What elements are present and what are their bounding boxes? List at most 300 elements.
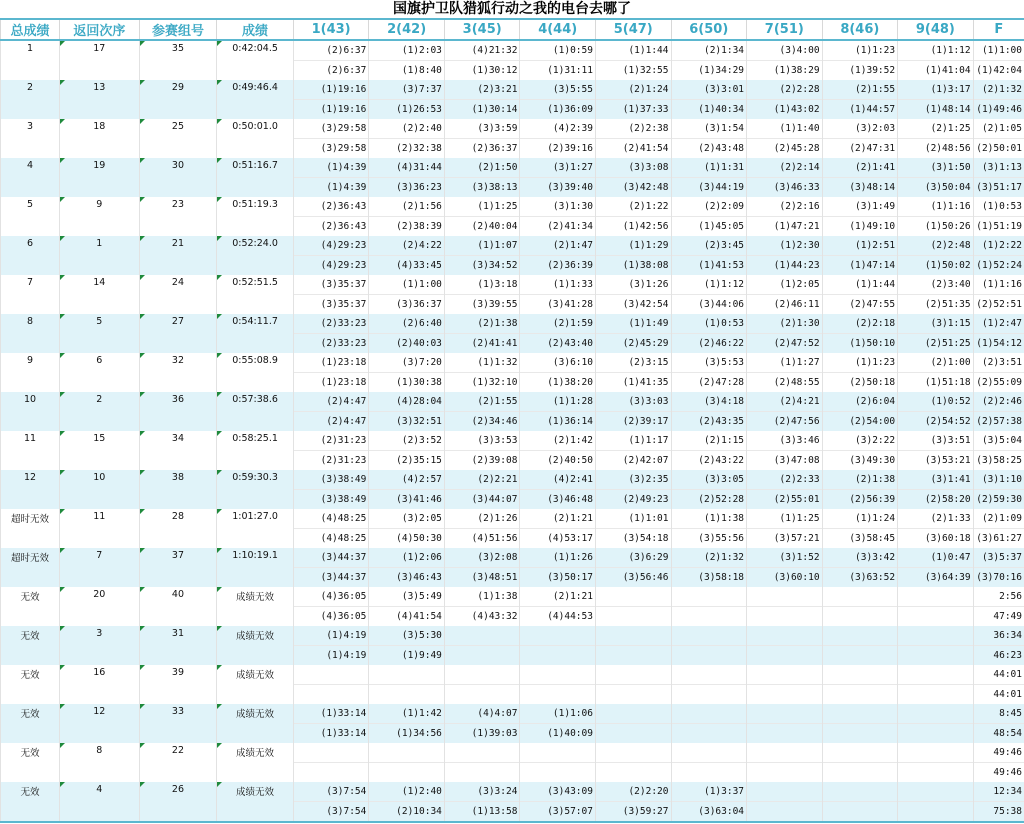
split-time-cell[interactable]: (2)2:46 (973, 392, 1024, 412)
split-time-cell[interactable]: (1)1:44 (595, 40, 671, 61)
cumulative-time-cell[interactable] (595, 763, 671, 783)
cumulative-time-cell[interactable]: (3)61:27 (973, 529, 1024, 549)
cumulative-time-cell[interactable] (747, 802, 823, 823)
cumulative-time-cell[interactable]: (4)53:17 (520, 529, 596, 549)
split-time-cell[interactable]: (1)4:39 (293, 158, 369, 178)
cumulative-time-cell[interactable] (444, 646, 520, 666)
return-order-cell[interactable]: 15 (59, 431, 139, 470)
cumulative-time-cell[interactable]: (1)50:26 (898, 217, 974, 237)
split-time-cell[interactable]: (1)1:07 (444, 236, 520, 256)
split-time-cell[interactable]: (1)1:12 (898, 40, 974, 61)
cumulative-time-cell[interactable]: (1)36:09 (520, 100, 596, 120)
cumulative-time-cell[interactable]: (1)37:33 (595, 100, 671, 120)
cumulative-time-cell[interactable]: (1)38:08 (595, 256, 671, 276)
split-time-cell[interactable] (369, 665, 445, 685)
cumulative-time-cell[interactable]: (3)38:49 (293, 490, 369, 510)
split-time-cell[interactable]: (2)3:21 (444, 80, 520, 100)
cumulative-time-cell[interactable]: (2)39:16 (520, 139, 596, 159)
cumulative-time-cell[interactable]: (2)52:51 (973, 295, 1024, 315)
cumulative-time-cell[interactable]: (3)44:06 (671, 295, 747, 315)
cumulative-time-cell[interactable]: (1)49:46 (973, 100, 1024, 120)
split-time-cell[interactable]: (3)7:54 (293, 782, 369, 802)
cumulative-time-cell[interactable]: (4)51:56 (444, 529, 520, 549)
cumulative-time-cell[interactable]: (2)47:56 (747, 412, 823, 432)
cumulative-time-cell[interactable]: (3)50:17 (520, 568, 596, 588)
cumulative-time-cell[interactable]: (1)23:18 (293, 373, 369, 393)
cumulative-time-cell[interactable]: (2)49:23 (595, 490, 671, 510)
split-time-cell[interactable]: (3)1:41 (898, 470, 974, 490)
split-time-cell[interactable]: (1)1:24 (822, 509, 898, 529)
cumulative-time-cell[interactable]: (2)55:09 (973, 373, 1024, 393)
result-cell[interactable]: 0:54:11.7 (217, 314, 294, 353)
cumulative-time-cell[interactable] (822, 646, 898, 666)
split-time-cell[interactable]: (3)2:08 (444, 548, 520, 568)
cumulative-time-cell[interactable]: (2)57:38 (973, 412, 1024, 432)
column-header[interactable]: F (973, 19, 1024, 40)
cumulative-time-cell[interactable] (595, 724, 671, 744)
cumulative-time-cell[interactable]: (4)33:45 (369, 256, 445, 276)
return-order-cell[interactable]: 2 (59, 392, 139, 431)
split-time-cell[interactable]: (3)3:03 (595, 392, 671, 412)
return-order-cell[interactable]: 17 (59, 40, 139, 80)
split-time-cell[interactable]: (3)38:49 (293, 470, 369, 490)
split-time-cell[interactable]: (2)2:38 (595, 119, 671, 139)
cumulative-time-cell[interactable]: (1)49:10 (822, 217, 898, 237)
split-time-cell[interactable] (898, 782, 974, 802)
split-time-cell[interactable]: (2)1:38 (444, 314, 520, 334)
rank-cell[interactable]: 无效 (1, 626, 60, 665)
group-cell[interactable]: 39 (139, 665, 217, 704)
cumulative-time-cell[interactable]: (1)19:16 (293, 100, 369, 120)
column-header[interactable]: 5(47) (595, 19, 671, 40)
split-time-cell[interactable]: (3)44:37 (293, 548, 369, 568)
cumulative-time-cell[interactable]: 47:49 (973, 607, 1024, 627)
group-cell[interactable]: 23 (139, 197, 217, 236)
cumulative-time-cell[interactable] (747, 607, 823, 627)
cumulative-time-cell[interactable]: (2)50:01 (973, 139, 1024, 159)
group-cell[interactable]: 38 (139, 470, 217, 509)
cumulative-time-cell[interactable]: (2)51:35 (898, 295, 974, 315)
split-time-cell[interactable]: (2)2:33 (747, 470, 823, 490)
split-time-cell[interactable] (822, 626, 898, 646)
split-time-cell[interactable]: (3)3:59 (444, 119, 520, 139)
split-time-cell[interactable] (595, 743, 671, 763)
rank-cell[interactable]: 4 (1, 158, 60, 197)
cumulative-time-cell[interactable] (671, 646, 747, 666)
cumulative-time-cell[interactable]: (3)34:52 (444, 256, 520, 276)
split-time-cell[interactable]: (3)5:37 (973, 548, 1024, 568)
cumulative-time-cell[interactable]: (1)13:58 (444, 802, 520, 823)
cumulative-time-cell[interactable] (822, 724, 898, 744)
result-cell[interactable]: 0:58:25.1 (217, 431, 294, 470)
split-time-cell[interactable]: (1)3:18 (444, 275, 520, 295)
cumulative-time-cell[interactable] (822, 607, 898, 627)
split-time-cell[interactable]: (2)1:56 (369, 197, 445, 217)
cumulative-time-cell[interactable]: (3)58:45 (822, 529, 898, 549)
split-time-cell[interactable]: (1)1:32 (444, 353, 520, 373)
split-time-cell[interactable]: (4)2:41 (520, 470, 596, 490)
cumulative-time-cell[interactable]: (1)51:18 (898, 373, 974, 393)
cumulative-time-cell[interactable]: (2)10:34 (369, 802, 445, 823)
cumulative-time-cell[interactable] (898, 607, 974, 627)
rank-cell[interactable]: 无效 (1, 743, 60, 782)
rank-cell[interactable]: 2 (1, 80, 60, 119)
group-cell[interactable]: 22 (139, 743, 217, 782)
cumulative-time-cell[interactable]: (3)60:10 (747, 568, 823, 588)
split-time-cell[interactable]: (2)1:05 (973, 119, 1024, 139)
cumulative-time-cell[interactable]: (2)47:55 (822, 295, 898, 315)
cumulative-time-cell[interactable]: (2)41:34 (520, 217, 596, 237)
split-time-cell[interactable]: (1)1:27 (747, 353, 823, 373)
column-header[interactable]: 3(45) (444, 19, 520, 40)
group-cell[interactable]: 35 (139, 40, 217, 80)
cumulative-time-cell[interactable]: (1)43:02 (747, 100, 823, 120)
cumulative-time-cell[interactable]: (1)9:49 (369, 646, 445, 666)
split-time-cell[interactable]: (3)7:37 (369, 80, 445, 100)
split-time-cell[interactable] (444, 665, 520, 685)
group-cell[interactable]: 27 (139, 314, 217, 353)
split-time-cell[interactable]: (3)3:01 (671, 80, 747, 100)
rank-cell[interactable]: 无效 (1, 704, 60, 743)
split-time-cell[interactable]: (4)31:44 (369, 158, 445, 178)
split-time-cell[interactable]: (2)2:21 (444, 470, 520, 490)
cumulative-time-cell[interactable]: (2)43:22 (671, 451, 747, 471)
result-cell[interactable]: 1:01:27.0 (217, 509, 294, 548)
cumulative-time-cell[interactable]: (1)41:04 (898, 61, 974, 81)
return-order-cell[interactable]: 8 (59, 743, 139, 782)
split-time-cell[interactable]: (3)3:24 (444, 782, 520, 802)
split-time-cell[interactable]: (1)1:33 (520, 275, 596, 295)
split-time-cell[interactable]: (2)1:38 (822, 470, 898, 490)
cumulative-time-cell[interactable] (444, 763, 520, 783)
split-time-cell[interactable]: (2)3:51 (973, 353, 1024, 373)
cumulative-time-cell[interactable] (898, 763, 974, 783)
split-time-cell[interactable]: (2)1:32 (671, 548, 747, 568)
split-time-cell[interactable]: (2)1:32 (973, 80, 1024, 100)
split-time-cell[interactable]: (3)6:10 (520, 353, 596, 373)
result-cell[interactable]: 0:42:04.5 (217, 40, 294, 80)
split-time-cell[interactable]: (1)1:12 (671, 275, 747, 295)
cumulative-time-cell[interactable]: (2)34:46 (444, 412, 520, 432)
split-time-cell[interactable]: (3)3:42 (822, 548, 898, 568)
group-cell[interactable]: 30 (139, 158, 217, 197)
cumulative-time-cell[interactable] (898, 802, 974, 823)
cumulative-time-cell[interactable]: (3)35:37 (293, 295, 369, 315)
rank-cell[interactable]: 1 (1, 40, 60, 80)
cumulative-time-cell[interactable]: (4)41:54 (369, 607, 445, 627)
split-time-cell[interactable]: 36:34 (973, 626, 1024, 646)
split-time-cell[interactable]: (1)4:19 (293, 626, 369, 646)
result-cell[interactable]: 0:59:30.3 (217, 470, 294, 509)
split-time-cell[interactable]: (2)1:15 (671, 431, 747, 451)
split-time-cell[interactable]: (1)3:37 (671, 782, 747, 802)
split-time-cell[interactable]: 12:34 (973, 782, 1024, 802)
cumulative-time-cell[interactable]: (1)44:23 (747, 256, 823, 276)
group-cell[interactable]: 25 (139, 119, 217, 158)
cumulative-time-cell[interactable]: (3)70:16 (973, 568, 1024, 588)
split-time-cell[interactable]: (2)1:50 (444, 158, 520, 178)
column-header[interactable]: 返回次序 (59, 19, 139, 40)
result-cell[interactable]: 0:52:24.0 (217, 236, 294, 275)
return-order-cell[interactable]: 20 (59, 587, 139, 626)
split-time-cell[interactable]: (2)3:15 (595, 353, 671, 373)
cumulative-time-cell[interactable] (293, 763, 369, 783)
split-time-cell[interactable]: (3)29:58 (293, 119, 369, 139)
split-time-cell[interactable] (444, 743, 520, 763)
split-time-cell[interactable]: (1)1:06 (520, 704, 596, 724)
result-cell[interactable]: 成绩无效 (217, 782, 294, 822)
cumulative-time-cell[interactable]: (3)54:18 (595, 529, 671, 549)
rank-cell[interactable]: 12 (1, 470, 60, 509)
split-time-cell[interactable]: (2)1:21 (520, 587, 596, 607)
split-time-cell[interactable] (520, 626, 596, 646)
cumulative-time-cell[interactable]: (2)45:28 (747, 139, 823, 159)
cumulative-time-cell[interactable]: (2)45:29 (595, 334, 671, 354)
split-time-cell[interactable]: (1)2:03 (369, 40, 445, 61)
cumulative-time-cell[interactable] (595, 646, 671, 666)
split-time-cell[interactable]: (4)36:05 (293, 587, 369, 607)
cumulative-time-cell[interactable]: (1)39:03 (444, 724, 520, 744)
cumulative-time-cell[interactable]: (1)4:19 (293, 646, 369, 666)
split-time-cell[interactable]: (3)6:29 (595, 548, 671, 568)
split-time-cell[interactable] (822, 587, 898, 607)
split-time-cell[interactable]: (2)2:18 (822, 314, 898, 334)
split-time-cell[interactable]: (1)33:14 (293, 704, 369, 724)
split-time-cell[interactable]: (2)2:09 (671, 197, 747, 217)
split-time-cell[interactable]: (2)3:52 (369, 431, 445, 451)
result-cell[interactable]: 成绩无效 (217, 626, 294, 665)
split-time-cell[interactable]: (3)5:30 (369, 626, 445, 646)
group-cell[interactable]: 33 (139, 704, 217, 743)
rank-cell[interactable]: 无效 (1, 587, 60, 626)
rank-cell[interactable]: 10 (1, 392, 60, 431)
split-time-cell[interactable] (747, 782, 823, 802)
split-time-cell[interactable]: (3)1:54 (671, 119, 747, 139)
split-time-cell[interactable]: (2)1:00 (898, 353, 974, 373)
column-header[interactable]: 9(48) (898, 19, 974, 40)
return-order-cell[interactable]: 19 (59, 158, 139, 197)
cumulative-time-cell[interactable]: (1)38:20 (520, 373, 596, 393)
split-time-cell[interactable]: (2)1:55 (444, 392, 520, 412)
split-time-cell[interactable]: (4)48:25 (293, 509, 369, 529)
result-cell[interactable]: 0:52:51.5 (217, 275, 294, 314)
split-time-cell[interactable]: (2)3:45 (671, 236, 747, 256)
split-time-cell[interactable] (671, 665, 747, 685)
split-time-cell[interactable]: (1)19:16 (293, 80, 369, 100)
cumulative-time-cell[interactable]: (3)47:08 (747, 451, 823, 471)
split-time-cell[interactable]: (2)4:47 (293, 392, 369, 412)
split-time-cell[interactable]: (1)1:42 (369, 704, 445, 724)
cumulative-time-cell[interactable] (671, 763, 747, 783)
split-time-cell[interactable]: (1)1:26 (520, 548, 596, 568)
cumulative-time-cell[interactable]: (1)41:53 (671, 256, 747, 276)
split-time-cell[interactable]: (3)3:46 (747, 431, 823, 451)
split-time-cell[interactable]: (4)2:57 (369, 470, 445, 490)
cumulative-time-cell[interactable]: (2)50:18 (822, 373, 898, 393)
cumulative-time-cell[interactable]: (2)40:50 (520, 451, 596, 471)
split-time-cell[interactable] (898, 665, 974, 685)
cumulative-time-cell[interactable]: (2)58:20 (898, 490, 974, 510)
split-time-cell[interactable] (293, 665, 369, 685)
cumulative-time-cell[interactable]: (1)33:14 (293, 724, 369, 744)
split-time-cell[interactable]: (2)1:26 (444, 509, 520, 529)
cumulative-time-cell[interactable]: (1)39:52 (822, 61, 898, 81)
cumulative-time-cell[interactable]: (3)44:07 (444, 490, 520, 510)
group-cell[interactable]: 29 (139, 80, 217, 119)
cumulative-time-cell[interactable]: (1)48:14 (898, 100, 974, 120)
split-time-cell[interactable] (747, 743, 823, 763)
split-time-cell[interactable]: (3)3:51 (898, 431, 974, 451)
rank-cell[interactable]: 超时无效 (1, 548, 60, 587)
cumulative-time-cell[interactable]: (3)41:28 (520, 295, 596, 315)
split-time-cell[interactable] (747, 704, 823, 724)
cumulative-time-cell[interactable] (747, 685, 823, 705)
cumulative-time-cell[interactable] (293, 685, 369, 705)
cumulative-time-cell[interactable]: 44:01 (973, 685, 1024, 705)
split-time-cell[interactable]: (3)4:18 (671, 392, 747, 412)
cumulative-time-cell[interactable]: (1)50:02 (898, 256, 974, 276)
return-order-cell[interactable]: 12 (59, 704, 139, 743)
split-time-cell[interactable]: (3)1:52 (747, 548, 823, 568)
split-time-cell[interactable]: (2)1:09 (973, 509, 1024, 529)
column-header[interactable]: 2(42) (369, 19, 445, 40)
cumulative-time-cell[interactable]: (1)52:24 (973, 256, 1024, 276)
cumulative-time-cell[interactable]: (3)59:27 (595, 802, 671, 823)
cumulative-time-cell[interactable]: (2)48:55 (747, 373, 823, 393)
result-cell[interactable]: 成绩无效 (217, 587, 294, 626)
rank-cell[interactable]: 11 (1, 431, 60, 470)
group-cell[interactable]: 40 (139, 587, 217, 626)
cumulative-time-cell[interactable]: (3)63:04 (671, 802, 747, 823)
split-time-cell[interactable]: (3)7:20 (369, 353, 445, 373)
group-cell[interactable]: 26 (139, 782, 217, 822)
cumulative-time-cell[interactable]: (1)36:14 (520, 412, 596, 432)
split-time-cell[interactable]: (2)1:21 (520, 509, 596, 529)
cumulative-time-cell[interactable]: (1)38:29 (747, 61, 823, 81)
cumulative-time-cell[interactable]: (3)46:33 (747, 178, 823, 198)
split-time-cell[interactable]: (1)2:06 (369, 548, 445, 568)
cumulative-time-cell[interactable]: (2)36:37 (444, 139, 520, 159)
rank-cell[interactable]: 7 (1, 275, 60, 314)
cumulative-time-cell[interactable]: 75:38 (973, 802, 1024, 823)
split-time-cell[interactable]: (1)1:38 (671, 509, 747, 529)
split-time-cell[interactable]: (2)1:47 (520, 236, 596, 256)
cumulative-time-cell[interactable] (822, 685, 898, 705)
cumulative-time-cell[interactable]: (3)42:54 (595, 295, 671, 315)
return-order-cell[interactable]: 3 (59, 626, 139, 665)
cumulative-time-cell[interactable]: (2)38:39 (369, 217, 445, 237)
cumulative-time-cell[interactable]: (1)47:14 (822, 256, 898, 276)
split-time-cell[interactable]: (3)5:04 (973, 431, 1024, 451)
rank-cell[interactable]: 8 (1, 314, 60, 353)
cumulative-time-cell[interactable] (671, 607, 747, 627)
split-time-cell[interactable]: (2)2:40 (369, 119, 445, 139)
split-time-cell[interactable]: (1)2:30 (747, 236, 823, 256)
split-time-cell[interactable]: (1)0:59 (520, 40, 596, 61)
column-header[interactable]: 1(43) (293, 19, 369, 40)
cumulative-time-cell[interactable]: (2)46:22 (671, 334, 747, 354)
cumulative-time-cell[interactable]: (2)47:28 (671, 373, 747, 393)
split-time-cell[interactable]: (2)1:59 (520, 314, 596, 334)
cumulative-time-cell[interactable]: (1)50:10 (822, 334, 898, 354)
cumulative-time-cell[interactable]: (1)30:12 (444, 61, 520, 81)
cumulative-time-cell[interactable]: (2)35:15 (369, 451, 445, 471)
cumulative-time-cell[interactable]: (3)44:37 (293, 568, 369, 588)
cumulative-time-cell[interactable]: (1)41:35 (595, 373, 671, 393)
split-time-cell[interactable] (822, 782, 898, 802)
group-cell[interactable]: 28 (139, 509, 217, 548)
split-time-cell[interactable]: (1)3:17 (898, 80, 974, 100)
cumulative-time-cell[interactable]: (3)49:30 (822, 451, 898, 471)
cumulative-time-cell[interactable]: (2)41:54 (595, 139, 671, 159)
cumulative-time-cell[interactable]: (3)29:58 (293, 139, 369, 159)
return-order-cell[interactable]: 1 (59, 236, 139, 275)
cumulative-time-cell[interactable]: (1)45:05 (671, 217, 747, 237)
cumulative-time-cell[interactable]: (3)53:21 (898, 451, 974, 471)
cumulative-time-cell[interactable]: (1)32:10 (444, 373, 520, 393)
cumulative-time-cell[interactable]: (2)59:30 (973, 490, 1024, 510)
return-order-cell[interactable]: 7 (59, 548, 139, 587)
split-time-cell[interactable]: (4)28:04 (369, 392, 445, 412)
cumulative-time-cell[interactable]: (3)57:21 (747, 529, 823, 549)
split-time-cell[interactable] (898, 704, 974, 724)
cumulative-time-cell[interactable]: (1)34:29 (671, 61, 747, 81)
split-time-cell[interactable]: (1)1:00 (369, 275, 445, 295)
split-time-cell[interactable]: 49:46 (973, 743, 1024, 763)
cumulative-time-cell[interactable]: (1)51:19 (973, 217, 1024, 237)
split-time-cell[interactable]: (1)1:23 (822, 353, 898, 373)
cumulative-time-cell[interactable]: (2)39:17 (595, 412, 671, 432)
split-time-cell[interactable]: (2)3:40 (898, 275, 974, 295)
split-time-cell[interactable]: (3)5:49 (369, 587, 445, 607)
cumulative-time-cell[interactable]: (2)51:25 (898, 334, 974, 354)
split-time-cell[interactable]: (2)6:40 (369, 314, 445, 334)
cumulative-time-cell[interactable]: (4)50:30 (369, 529, 445, 549)
split-time-cell[interactable]: 8:45 (973, 704, 1024, 724)
split-time-cell[interactable]: (2)1:41 (822, 158, 898, 178)
cumulative-time-cell[interactable]: (1)47:21 (747, 217, 823, 237)
cumulative-time-cell[interactable] (444, 685, 520, 705)
return-order-cell[interactable]: 9 (59, 197, 139, 236)
split-time-cell[interactable]: (3)2:35 (595, 470, 671, 490)
cumulative-time-cell[interactable]: (2)54:00 (822, 412, 898, 432)
cumulative-time-cell[interactable]: (1)32:55 (595, 61, 671, 81)
result-cell[interactable]: 成绩无效 (217, 704, 294, 743)
split-time-cell[interactable]: (1)1:23 (822, 40, 898, 61)
cumulative-time-cell[interactable]: (2)46:11 (747, 295, 823, 315)
result-cell[interactable]: 0:55:08.9 (217, 353, 294, 392)
cumulative-time-cell[interactable]: (2)39:08 (444, 451, 520, 471)
split-time-cell[interactable]: (1)2:22 (973, 236, 1024, 256)
group-cell[interactable]: 31 (139, 626, 217, 665)
cumulative-time-cell[interactable]: (2)43:40 (520, 334, 596, 354)
split-time-cell[interactable]: 2:56 (973, 587, 1024, 607)
cumulative-time-cell[interactable]: (2)41:41 (444, 334, 520, 354)
cumulative-time-cell[interactable]: (3)41:46 (369, 490, 445, 510)
column-header[interactable]: 成绩 (217, 19, 294, 40)
cumulative-time-cell[interactable]: (3)56:46 (595, 568, 671, 588)
return-order-cell[interactable]: 13 (59, 80, 139, 119)
split-time-cell[interactable]: (4)21:32 (444, 40, 520, 61)
cumulative-time-cell[interactable] (671, 724, 747, 744)
cumulative-time-cell[interactable]: (2)4:47 (293, 412, 369, 432)
cumulative-time-cell[interactable]: (2)47:52 (747, 334, 823, 354)
cumulative-time-cell[interactable]: (2)36:39 (520, 256, 596, 276)
split-time-cell[interactable] (293, 743, 369, 763)
split-time-cell[interactable] (898, 587, 974, 607)
cumulative-time-cell[interactable]: (2)33:23 (293, 334, 369, 354)
split-time-cell[interactable]: (2)6:37 (293, 40, 369, 61)
